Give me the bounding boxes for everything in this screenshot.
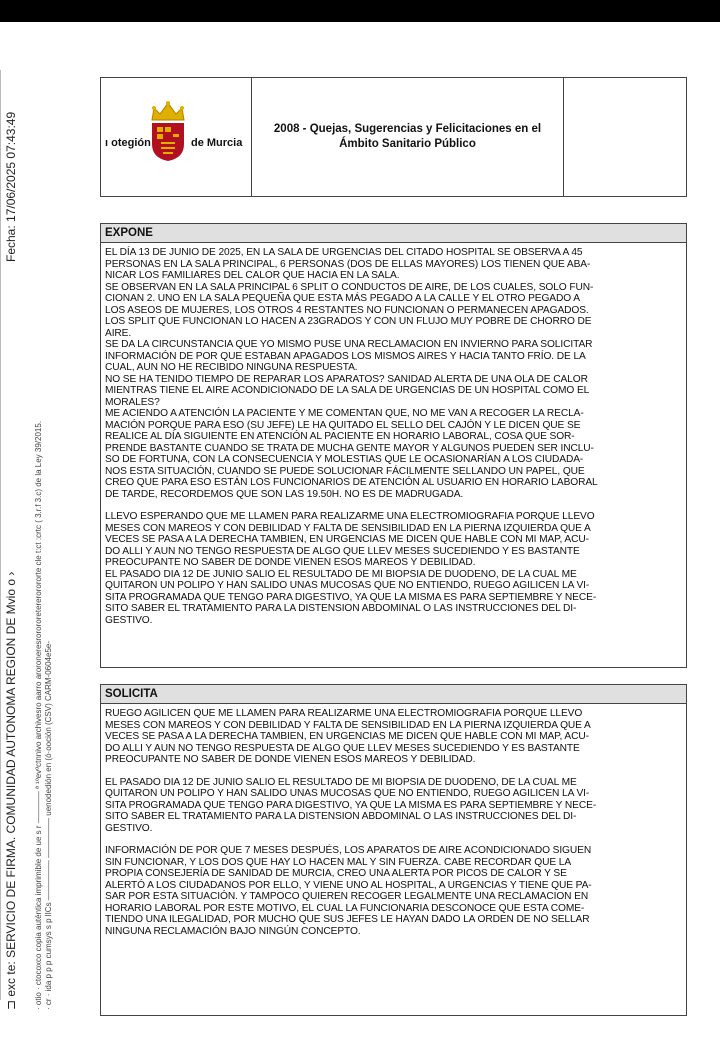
document-header bbox=[100, 77, 687, 197]
solicita-paragraph-1: RUEGO AGILICEN QUE ME LLAMEN PARA REALIZARME UNA ELECTROMIOGRAFIA PORQUE LLEVO MESES CON MAREOS Y CON DEBILIDAD Y FALTA DE SENSIBILIDAD EN LA PIERNA IZQUIERDA QUE A VECES SE PASA A LA DERECHA TAMBIEN, EN URGENCIAS ME DICEN QUE HABLE CON MI MAP, ACU- DO ALLI Y AUN NO TENGO RESPUESTA DE ALGO QUE LLEV MESES SUCEDIENDO Y ES BASTANTE PREOCUPANTE NO SABER DE DONDE VIENEN ESOS MAREOS Y DEBILIDAD. bbox=[105, 708, 591, 765]
solicita-section bbox=[100, 684, 687, 1016]
paragraph-gap bbox=[105, 766, 682, 777]
expone-heading: EXPONE bbox=[101, 224, 686, 243]
csv-text-line: · otio · ctocoxco copia auténtica imprimible de ue s r ———— ª ¹ºevºctnnivo archivesro aarro aroroneresrorororetererorororte cle t:ct :crtc ( 3.r.f 3.c) de la Ley 39/2015. bbox=[34, 420, 43, 1010]
logo-text-left: ı otegión bbox=[105, 137, 151, 149]
expone-paragraph-1: EL DÍA 13 DE JUNIO DE 2025, EN LA SALA DE URGENCIAS DEL CITADO HOSPITAL SE OBSERVA A 45 PERSONAS EN LA SALA PRINCIPAL, 6 PERSONAS (DOS DE ELLAS MAYORES) LOS TIENEN QUE ABA- NICAR LOS FAMILIARES DEL CALOR QUE HACIA EN LA SALA. SE OBSERVAN EN LA SALA PRINCIPAL 6 SPLIT O CONDUCTOS DE AIRE, DE LOS CUALES, SOLO FUN- CIONAN 2. UNO EN LA SALA PEQUEÑA QUE ESTA MÁS PEGADO A LA CALLE Y EL OTRO PEGADO A LOS ASEOS DE MUJERES, LOS OTROS 4 RESTANTES NO FUNCIONAN O PERMANECEN APAGADOS. LOS SPLIT QUE FUNCIONAN LO HACEN A 23GRADOS Y CON UN FLUJO MUY POBRE DE CHORRO DE AIRE. SE DA LA CIRCUNSTANCIA QUE YO MISMO PUSE UNA RECLAMACION EN INVIERNO PARA SOLICITAR INFORMACIÓN DE POR QUE ESTABAN APAGADOS LOS MISMOS AIRES Y HACIA TANTO FRÍO. DE LA CUAL, AUN NO HE RECIBIDO NINGUNA RESPUESTA. NO SE HA TENIDO TIEMPO DE REPARAR LOS APARATOS? SANIDAD ALERTA DE UNA OLA DE CALOR MIENTRAS TIENE EL AIRE ACONDICIONADO DE LA SALA DE URGENCIAS DE UN HOSPITAL COMO EL MORALES? ME ACIENDO A ATENCIÓN LA PACIENTE Y ME COMENTAN QUE, NO ME VAN A RECOGER LA RECLA- MACIÓN PORQUE PARA ESO (SU JEFE) LE HA QUITADO EL SELLO DEL CAJÓN Y LE DICEN QUE SE REALICE AL DÍA SIGUIENTE EN ATENCIÓN AL PACIENTE EN HORARIO LABORAL, COSA QUE SOR- PRENDE BASTANTE CUANDO SE TRATA DE MUCHA GENTE MAYOR Y ALGUNOS PUEDEN SER INCLU- SO DE FORTUNA, CON LA CONSECUENCIA Y MOLESTIAS QUE LE OCASIONARÍAN A LOS CIUDADA- NOS ESTA SITUACIÓN, CUANDO SE PUEDE SOLUCIONAR FÁCILMENTE SELLANDO UN PAPEL, QUE CREO QUE PARA ESO ESTÁN LOS FUNCIONARIOS DE ATENCIÓN AL USUARIO EN HORARIO LABORAL DE TARDE, RECORDEMOS QUE SON LAS 19.50H. NO ES DE MADRUGADA. bbox=[105, 247, 598, 500]
crown-icon bbox=[149, 100, 187, 122]
empty-header-cell bbox=[564, 78, 686, 196]
logo-text-right: de Murcia bbox=[191, 137, 243, 149]
solicita-paragraph-2: EL PASADO DIA 12 DE JUNIO SALIO EL RESULTADO DE MI BIOPSIA DE DUODENO, DE LA CUAL ME QUITARON UN POLIPO Y HAN SALIDO UNAS MUCOSAS QUE NO ENTIENDO, RUEGO AGILICEN LA VI- SITA PROGRAMADA QUE TENGO PARA DIGESTIVO, YA QUE LA MISMA ES PARA SEPTIEMBRE Y NECE- SITO SABER EL TRATAMIENTO PARA LA DISTENSION ABDOMINAL O LAS INSTRUCCIONES DEL DI- GESTIVO. bbox=[105, 776, 597, 834]
paragraph-gap bbox=[105, 834, 682, 845]
margin-divider bbox=[0, 70, 1, 1000]
title-cell bbox=[252, 78, 564, 196]
form-title: 2008 - Quejas, Sugerencias y Felicitaciones en el Ámbito Sanitario Público bbox=[273, 123, 542, 150]
coat-of-arms-shield-icon bbox=[151, 122, 185, 162]
solicita-body bbox=[101, 704, 686, 937]
signature-service-text: ⊐ exc te: SERVICIO DE FIRMA. COMUNIDAD AUTONOMA REGION DE Mvio o › bbox=[4, 571, 18, 1010]
expone-section bbox=[100, 223, 687, 668]
csv-text-line-2: · cr · ida p p p cumsys s p lICs ————— ————— uenodedión en (ó·ooción (CSV) CARM-0604e5e- bbox=[44, 640, 53, 1010]
solicita-paragraph-3: INFORMACIÓN DE POR QUE 7 MESES DESPUÉS, LOS APARATOS DE AIRE ACONDICIONADO SIGUEN SIN FUNCIONAR, Y LOS DOS QUE HAY LO HACEN MAL Y SIN FUERZA. CABE RECORDAR QUE LA PROPIA CONSEJERÍA DE SANIDAD DE MURCIA, CREO UNA ALERTA POR PICOS DE CALOR Y SE ALERTÓ A LOS CIUDADANOS POR ELLO, Y VIENE UNO AL HOSPITAL, A URGENCIAS Y TIENE QUE PA- SAR POR ESTA SITUACIÓN. Y TAMPOCO QUIEREN RECOGER LEGALMENTE UNA RECLAMACION EN HORARIO LABORAL POR ESTE MOTIVO, EL CUAL LA FUNCIONARIA DESCONOCE QUE ESTA COME- TIENDO UNA ILEGALIDAD, POR MUCHO QUE SUS JEFES LE HAYAN DADO LA ORDEN DE NO SELLAR NINGUNA RECLAMACIÓN BAJO NINGÚN CONCEPTO. bbox=[105, 845, 592, 937]
expone-body bbox=[101, 243, 686, 626]
paragraph-gap bbox=[105, 500, 682, 511]
logo-cell bbox=[101, 78, 252, 196]
solicita-heading: SOLICITA bbox=[101, 685, 686, 704]
top-black-bar bbox=[0, 0, 720, 22]
signature-date: Fecha: 17/06/2025 07:43:49 bbox=[4, 111, 18, 262]
expone-paragraph-2: LLEVO ESPERANDO QUE ME LLAMEN PARA REALIZARME UNA ELECTROMIOGRAFIA PORQUE LLEVO MESES CON MAREOS Y CON DEBILIDAD Y FALTA DE SENSIBILIDAD EN LA PIERNA IZQUIERDA QUE A VECES SE PASA A LA DERECHA TAMBIEN, EN URGENCIAS ME DICEN QUE HABLE CON MI MAP, ACU- DO ALLI Y AUN NO TENGO RESPUESTA DE ALGO QUE LLEV MESES SUCEDIENDO Y ES BASTANTE PREOCUPANTE NO SABER DE DONDE VIENEN ESOS MAREOS Y DEBILIDAD. EL PASADO DIA 12 DE JUNIO SALIO EL RESULTADO DE MI BIOPSIA DE DUODENO, DE LA CUAL ME QUITARON UN POLIPO Y HAN SALIDO UNAS MUCOSAS QUE NO ENTIENDO, RUEGO AGILICEN LA VI- SITA PROGRAMADA QUE TENGO PARA DIGESTIVO, YA QUE LA MISMA ES PARA SEPTIEMBRE Y NECE- SITO SABER EL TRATAMIENTO PARA LA DISTENSION ABDOMINAL O LAS INSTRUCCIONES DEL DI- GESTIVO. bbox=[105, 511, 597, 626]
